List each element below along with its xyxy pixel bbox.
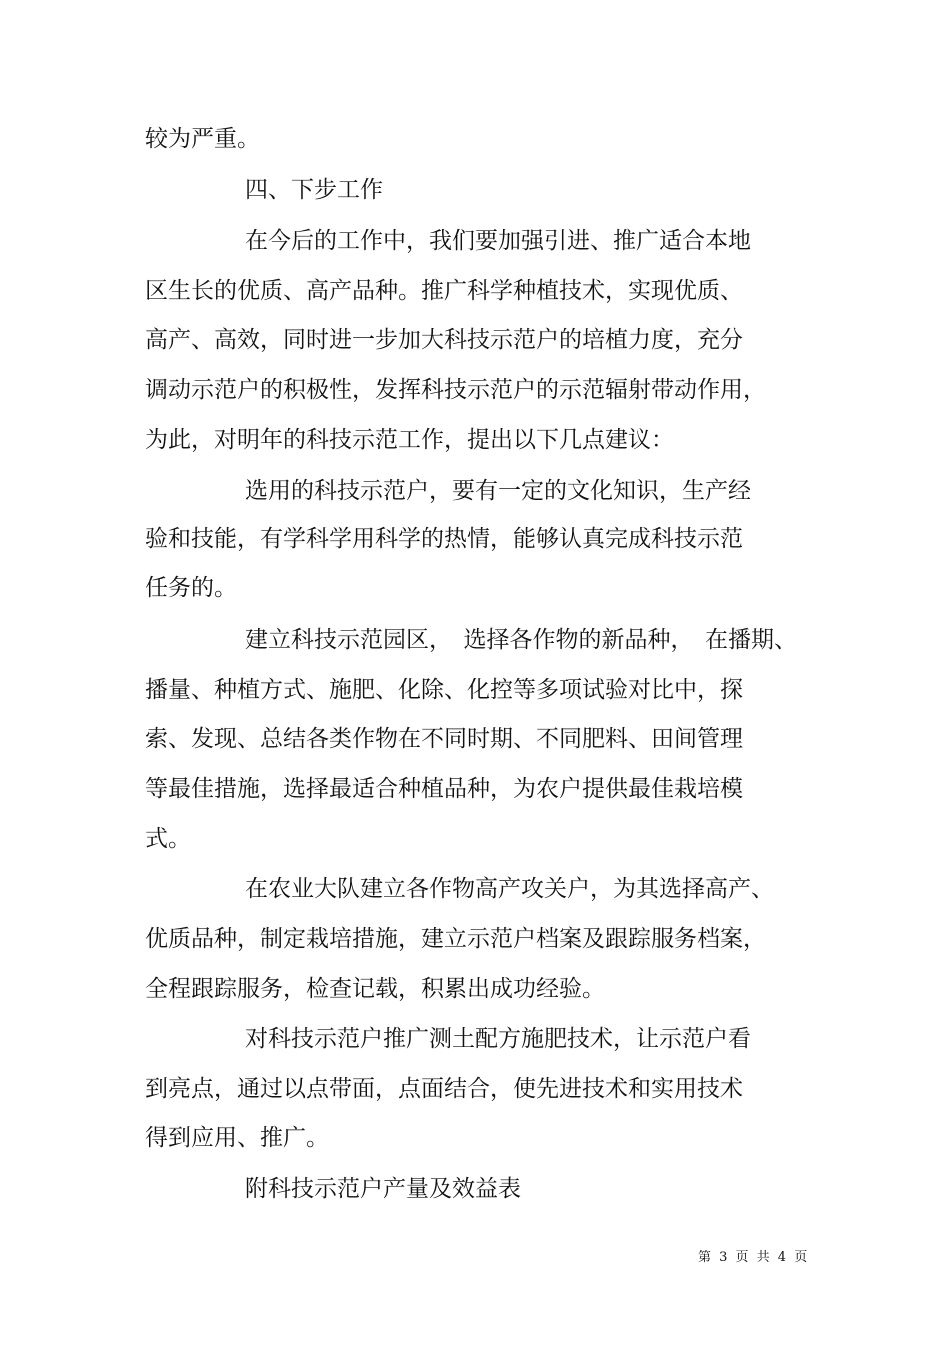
text-line: 区生长的优质、高产品种。推广科学种植技术，实现优质、 (145, 278, 743, 304)
page-number: 第 3 页 共 4 页 (698, 1250, 810, 1265)
text-line: 为此，对明年的科技示范工作，提出以下几点建议： (145, 427, 674, 453)
text-line: 等最佳措施，选择最适合种植品种，为农户提供最佳栽培模 (145, 776, 743, 802)
section-heading: 四、下步工作 (245, 177, 383, 203)
text-line: 到亮点，通过以点带面，点面结合，使先进技术和实用技术 (145, 1076, 743, 1102)
text-line: 对科技示范户推广测土配方施肥技术，让示范户看 (245, 1026, 751, 1052)
text-line: 选用的科技示范户，要有一定的文化知识，生产经 (245, 478, 751, 504)
text-line: 附科技示范户产量及效益表 (245, 1176, 521, 1202)
text-line: 全程跟踪服务，检查记载，积累出成功经验。 (145, 976, 605, 1002)
text-line: 建立科技示范园区， 选择各作物的新品种， 在播期、 (245, 627, 797, 653)
text-line: 高产、高效，同时进一步加大科技示范户的培植力度，充分 (145, 327, 743, 353)
text-line: 在农业大队建立各作物高产攻关户，为其选择高产、 (245, 876, 774, 902)
text-line: 调动示范户的积极性，发挥科技示范户的示范辐射带动作用， (145, 377, 766, 403)
text-line: 索、发现、总结各类作物在不同时期、不同肥料、田间管理 (145, 726, 743, 752)
text-line: 验和技能，有学科学用科学的热情，能够认真完成科技示范 (145, 526, 743, 552)
text-line: 优质品种，制定栽培措施，建立示范户档案及跟踪服务档案， (145, 926, 766, 952)
text-line: 播量、种植方式、施肥、化除、化控等多项试验对比中，探 (145, 677, 743, 703)
text-line: 式。 (145, 826, 191, 852)
text-line: 较为严重。 (145, 126, 260, 152)
text-line: 得到应用、推广。 (145, 1125, 329, 1151)
text-line: 在今后的工作中，我们要加强引进、推广适合本地 (245, 228, 751, 254)
text-line: 任务的。 (145, 575, 237, 601)
